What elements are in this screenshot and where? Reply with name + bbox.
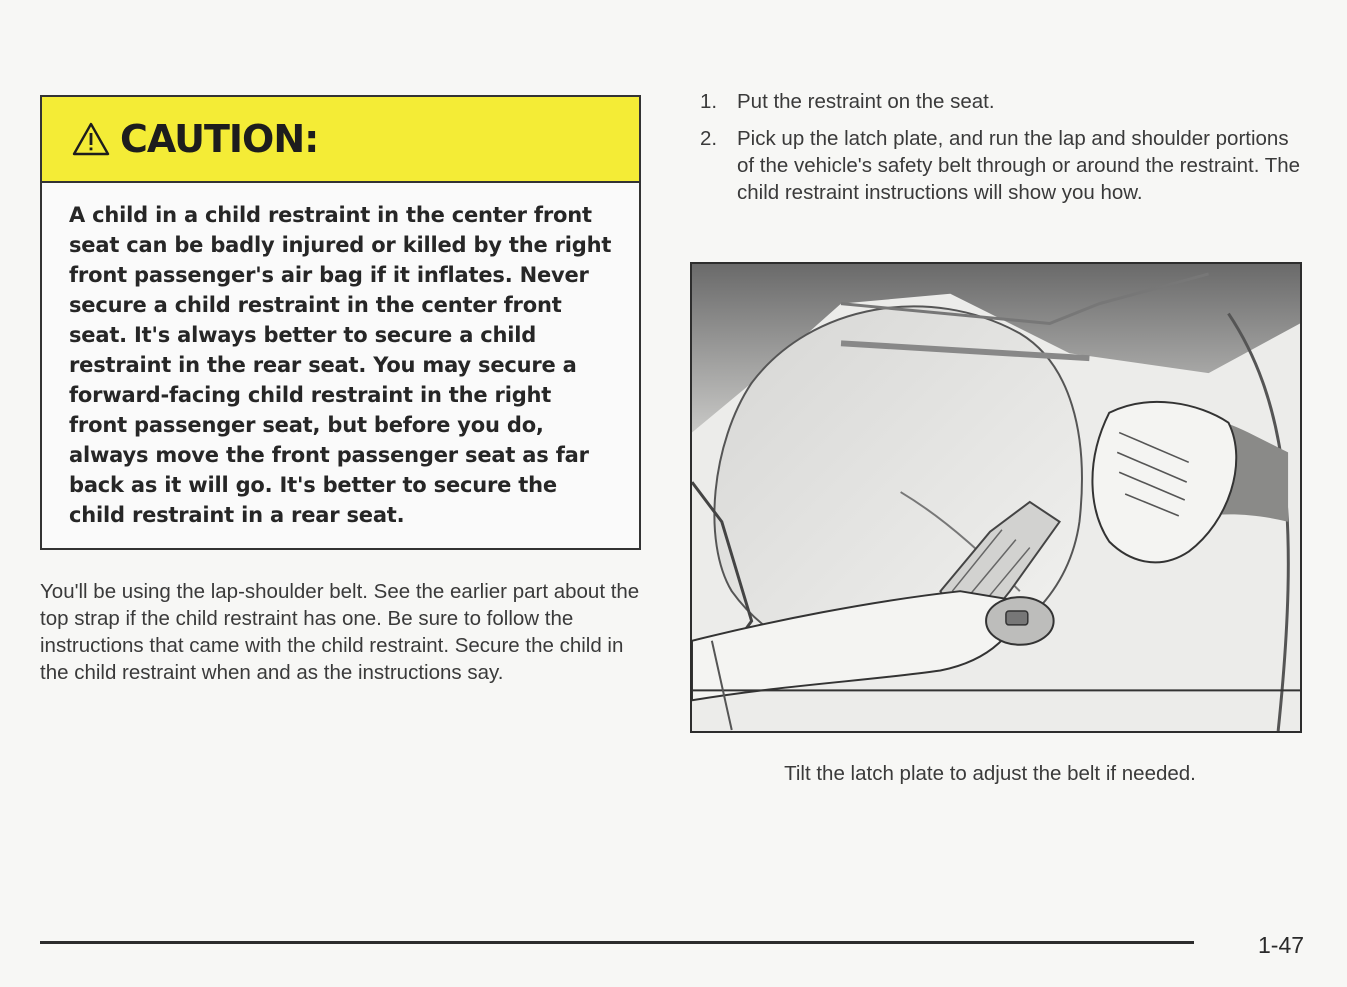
- step-number: 1.: [700, 90, 718, 113]
- step-list: [700, 88, 1310, 216]
- list-item: [700, 88, 1310, 115]
- warning-triangle-icon: [72, 122, 110, 156]
- caution-header: [42, 97, 639, 183]
- illustration-drawing: [692, 264, 1300, 731]
- caution-title: CAUTION:: [120, 117, 319, 161]
- caution-text: A child in a child restraint in the center front seat can be badly injured or killed by the right front passenger's air bag if it inflates. Never secure a child restraint in the center front seat. It's always better to secure a child restraint in the rear seat. You may secure a forward-facing child restraint in the right front passenger seat, but before you do, always move the front passenger seat as far back as it will go. It's better to secure the child restraint in a rear seat.: [69, 203, 612, 527]
- caution-box: [40, 95, 641, 550]
- step-number: 2.: [700, 127, 718, 150]
- list-item: [700, 125, 1310, 206]
- step-text: Put the restraint on the seat.: [737, 90, 995, 113]
- latch-plate-illustration: [690, 262, 1302, 733]
- step-text: Pick up the latch plate, and run the lap and shoulder portions of the vehicle's safety belt through or around the restraint. The child restraint instructions will show you how.: [737, 127, 1301, 204]
- page-number: 1-47: [1258, 932, 1305, 958]
- body-paragraph: You'll be using the lap-shoulder belt. See the earlier part about the top strap if the child restraint has one. Be sure to follow the instructions that came with the child restraint. Secure the child in the child restraint when and as the instructions say.: [40, 580, 640, 684]
- figure-caption: Tilt the latch plate to adjust the belt if needed.: [784, 762, 1196, 785]
- footer-rule: [40, 941, 1194, 944]
